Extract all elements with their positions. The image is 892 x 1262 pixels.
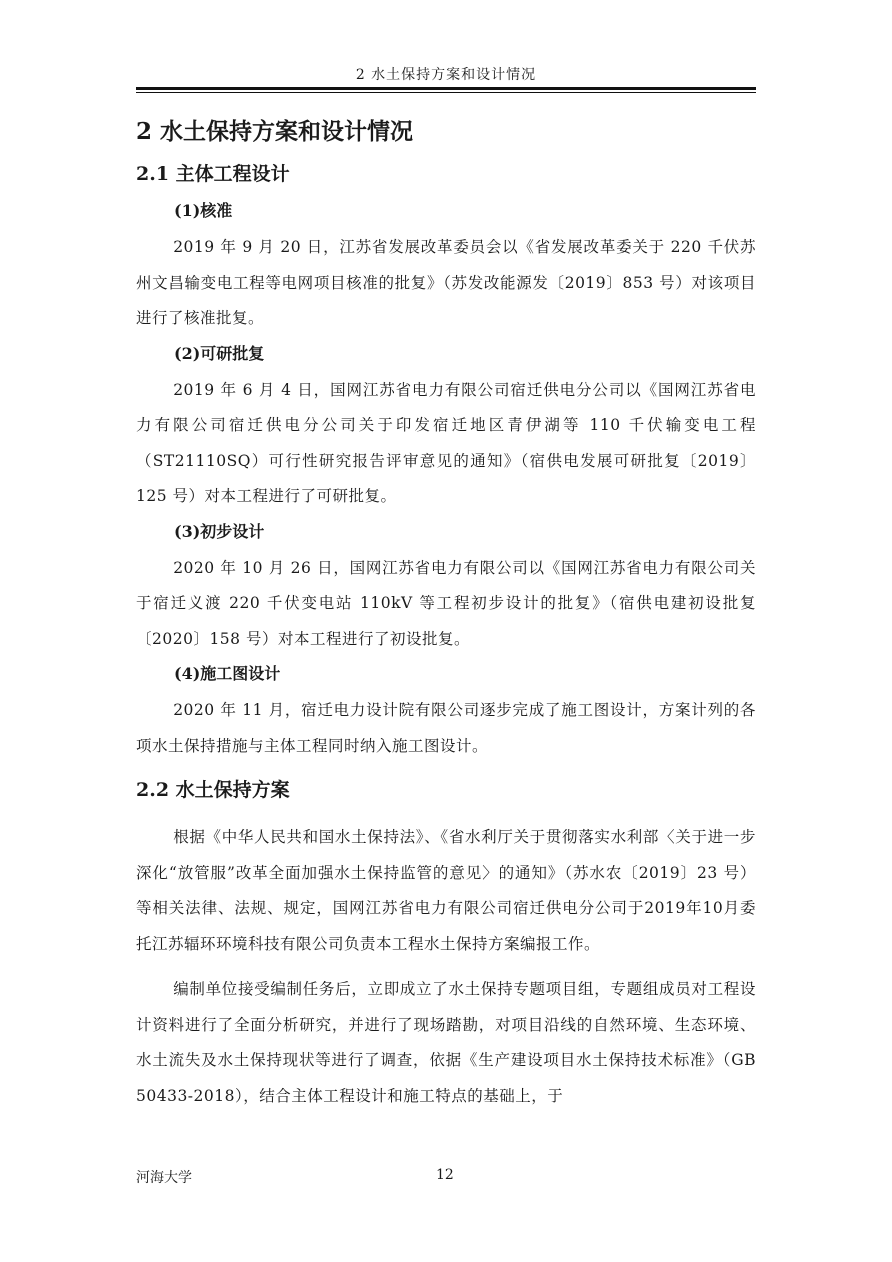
paragraph-spacer bbox=[136, 810, 756, 820]
paragraph-construction-drawing: 2020 年 11 月，宿迁电力设计院有限公司逐步完成了施工图设计，方案计列的各项水土保持措施与主体工程同时纳入施工图设计。 bbox=[136, 701, 756, 755]
header-rule-thin bbox=[136, 92, 756, 93]
paragraph-basis: 根据《中华人民共和国水土保持法》、《省水利厅关于贯彻落实水利部〈关于进一步深化“放管服”改革全面加强水土保持监管的意见〉的通知》（苏水农〔2019〕23 号）等相关法律、法规、规定，国网江苏省电力有限公司宿迁供电分公司于2019年10月委托江苏辐环环境科技有限公司负责本工程水土保持方案编报工作。 bbox=[136, 828, 756, 953]
footer-institution: 河海大学 bbox=[136, 1170, 192, 1186]
header-rule-thick bbox=[136, 87, 756, 90]
paragraph-feasibility: 2019 年 6 月 4 日，国网江苏省电力有限公司宿迁供电分公司以《国网江苏省电力有限公司宿迁供电分公司关于印发宿迁地区青伊湖等 110 千伏输变电工程（ST21110SQ）可行性研究报告评审意见的通知》（宿供电发展可研批复〔2019〕125 号）对本工程进行了可研批复。 bbox=[136, 380, 756, 505]
subsection-heading-approval: (1)核准 bbox=[174, 201, 233, 220]
chapter-title: 2 水土保持方案和设计情况 bbox=[136, 118, 414, 145]
subsection-heading-preliminary-design: (3)初步设计 bbox=[174, 521, 265, 541]
section-spacer bbox=[136, 764, 756, 772]
paragraph-compilation: 编制单位接受编制任务后，立即成立了水土保持专题项目组，专题组成员对工程设计资料进行了全面分析研究，并进行了现场踏勘，对项目沿线的自然环境、生态环境、水土流失及水土保持现状等进行了调查，依据《生产建设项目水土保持技术标准》（GB 50433-2018），结合主体工程设计和施工特点的基础上，于 bbox=[136, 980, 756, 1105]
subsection-heading-feasibility: (2)可研批复 bbox=[174, 343, 265, 363]
section-title-2-2: 2.2 水土保持方案 bbox=[136, 779, 290, 801]
subsection-heading-construction-drawing: (4)施工图设计 bbox=[174, 664, 281, 683]
running-header: 2 水土保持方案和设计情况 bbox=[355, 67, 537, 83]
page-content bbox=[136, 112, 756, 1114]
page-number: 12 bbox=[436, 1167, 454, 1183]
paragraph-preliminary-design: 2020 年 10 月 26 日，国网江苏省电力有限公司以《国网江苏省电力有限公司关于宿迁义渡 220 千伏变电站 110kV 等工程初步设计的批复》（宿供电建初设批复〔2020〕158 号）对本工程进行了初设批复。 bbox=[136, 558, 756, 648]
section-title-2-1: 2.1 主体工程设计 bbox=[136, 163, 290, 185]
paragraph-spacer bbox=[136, 962, 756, 972]
paragraph-approval: 2019 年 9 月 20 日，江苏省发展改革委员会以《省发展改革委关于 220 千伏苏州文昌输变电工程等电网项目核准的批复》（苏发改能源发〔2019〕853 号）对该项目进行了核准批复。 bbox=[136, 238, 756, 327]
